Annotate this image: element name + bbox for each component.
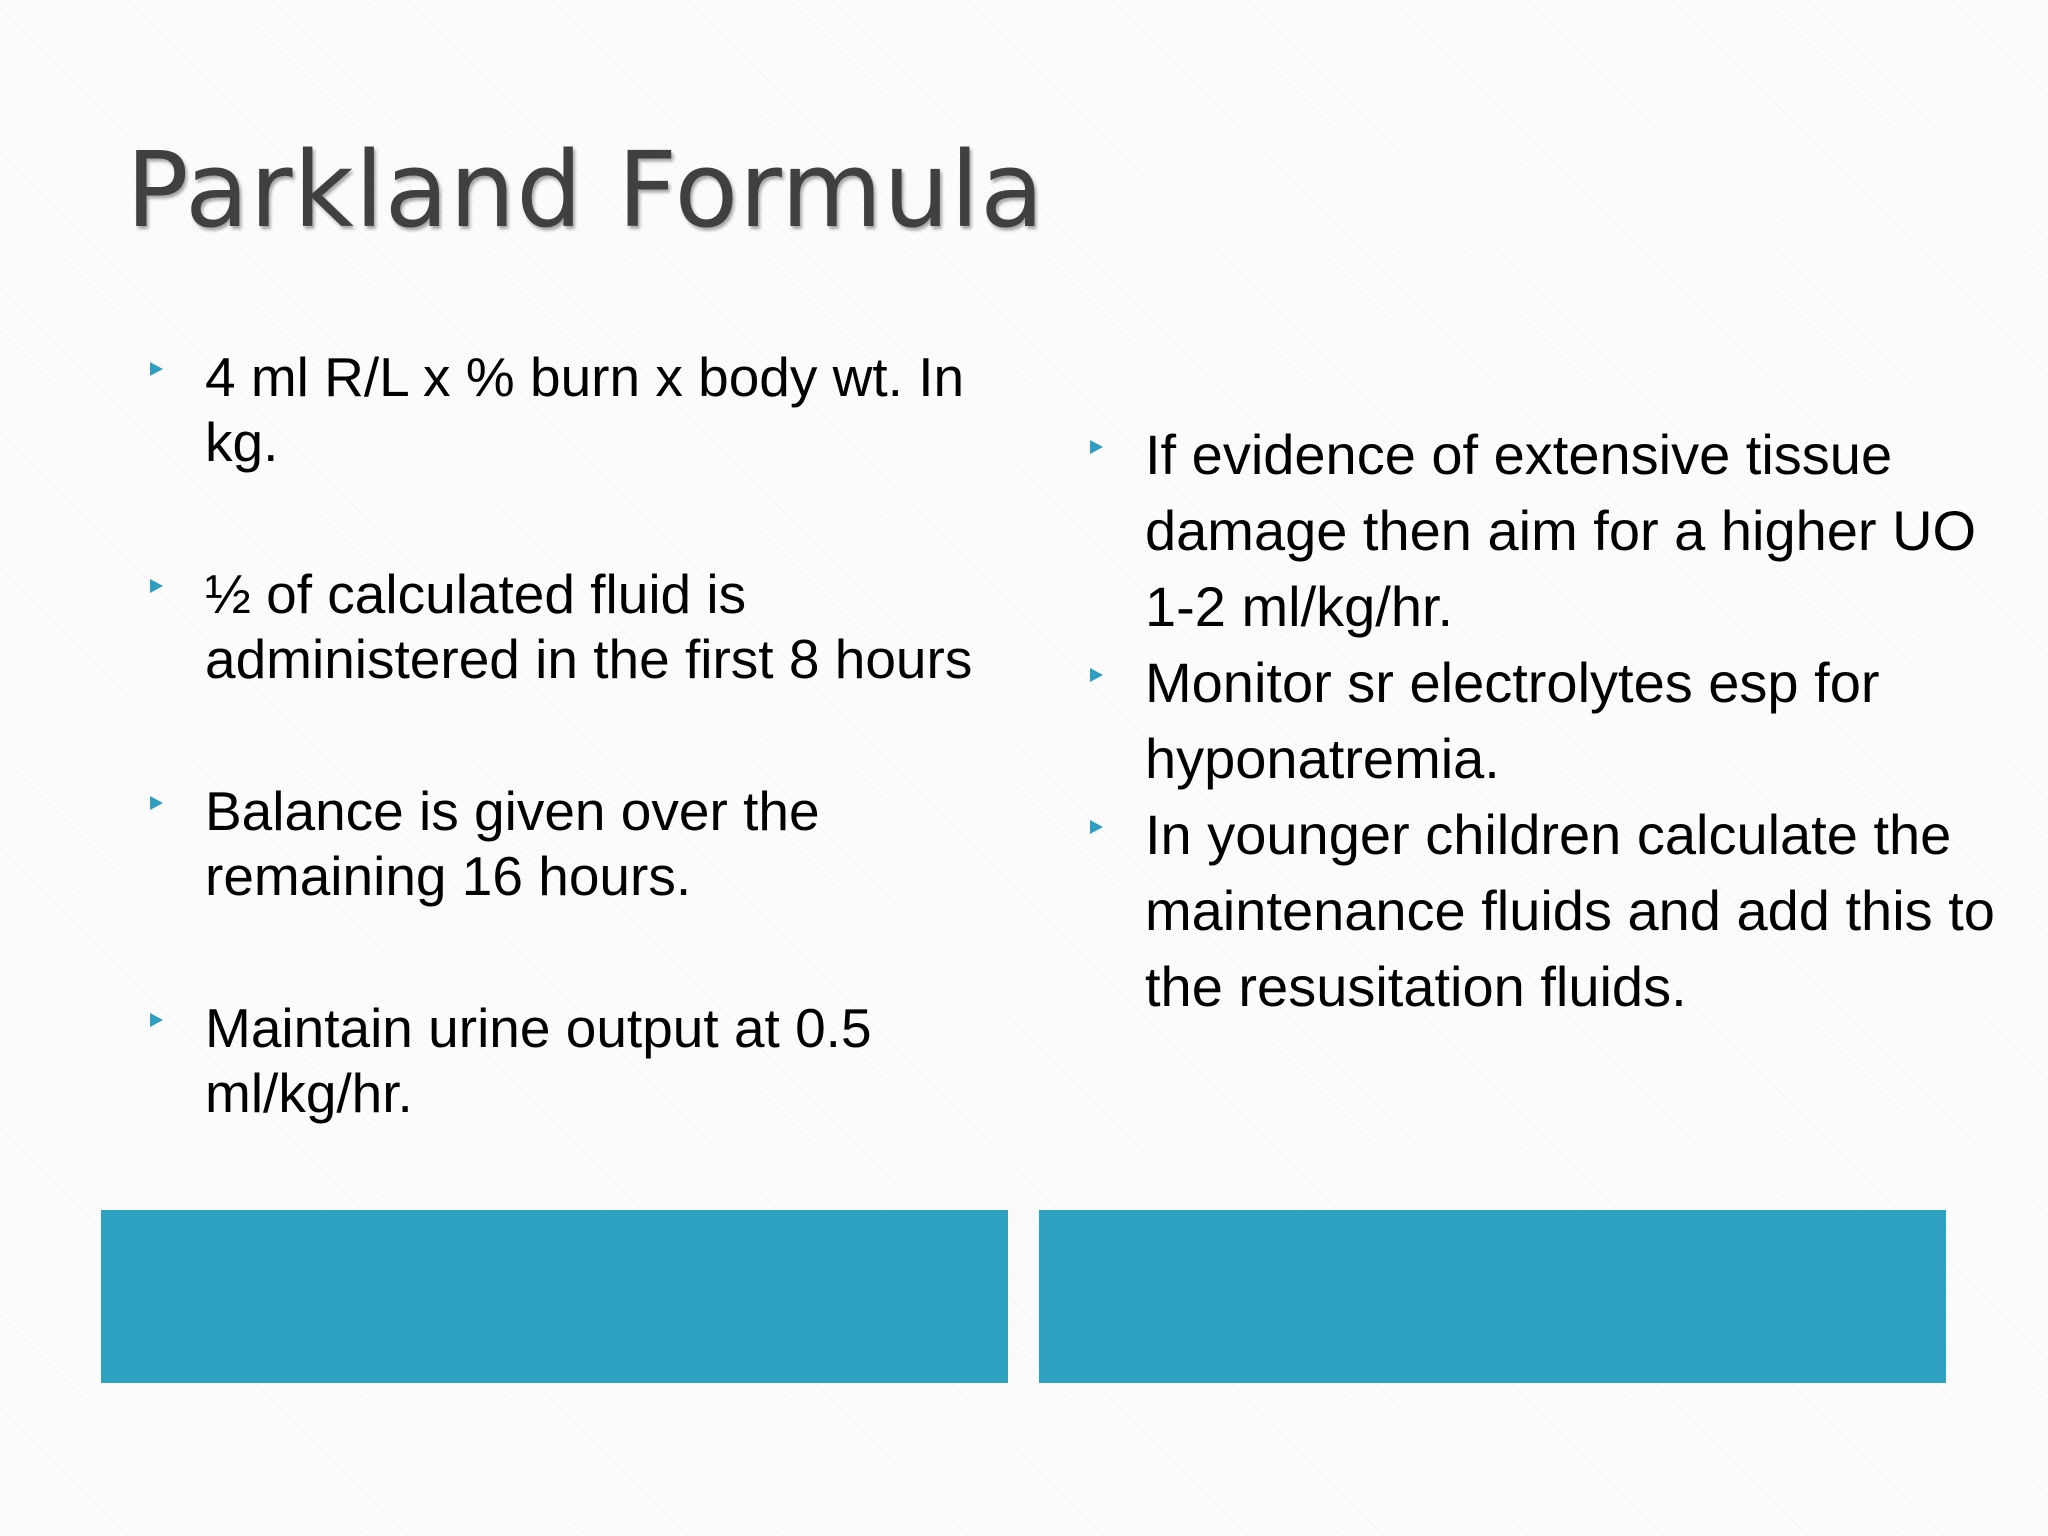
triangle-bullet-icon (150, 362, 163, 376)
triangle-bullet-icon (1090, 668, 1103, 682)
left-bullet-list (150, 345, 1020, 1126)
bullet-item (150, 345, 1020, 475)
bullet-item (1090, 417, 2020, 645)
bullet-item (150, 562, 1020, 692)
triangle-bullet-icon (150, 796, 163, 810)
left-accent-bar (101, 1210, 1008, 1383)
bullet-text: In younger children calculate the maintenance fluids and add this to the resusitation fluids. (1145, 803, 1995, 1018)
slide-title: Parkland Formula (126, 129, 1045, 251)
triangle-bullet-icon (150, 579, 163, 593)
right-accent-bar (1039, 1210, 1946, 1383)
bullet-item (1090, 797, 2020, 1025)
bullet-text: Maintain urine output at 0.5 ml/kg/hr. (205, 997, 872, 1124)
triangle-bullet-icon (150, 1013, 163, 1027)
bullet-text: If evidence of extensive tissue damage then aim for a higher UO 1-2 ml/kg/hr. (1145, 423, 1977, 638)
right-bullet-list (1090, 417, 2020, 1025)
triangle-bullet-icon (1090, 440, 1103, 454)
bullet-text: Monitor sr electrolytes esp for hyponatremia. (1145, 651, 1880, 790)
bullet-item (150, 996, 1020, 1126)
bullet-item (1090, 645, 2020, 797)
triangle-bullet-icon (1090, 820, 1103, 834)
bullet-text: ½ of calculated fluid is administered in the first 8 hours (205, 563, 973, 690)
bullet-text: Balance is given over the remaining 16 hours. (205, 780, 820, 907)
bullet-item (150, 779, 1020, 909)
bullet-text: 4 ml R/L x % burn x body wt. In kg. (205, 346, 965, 473)
